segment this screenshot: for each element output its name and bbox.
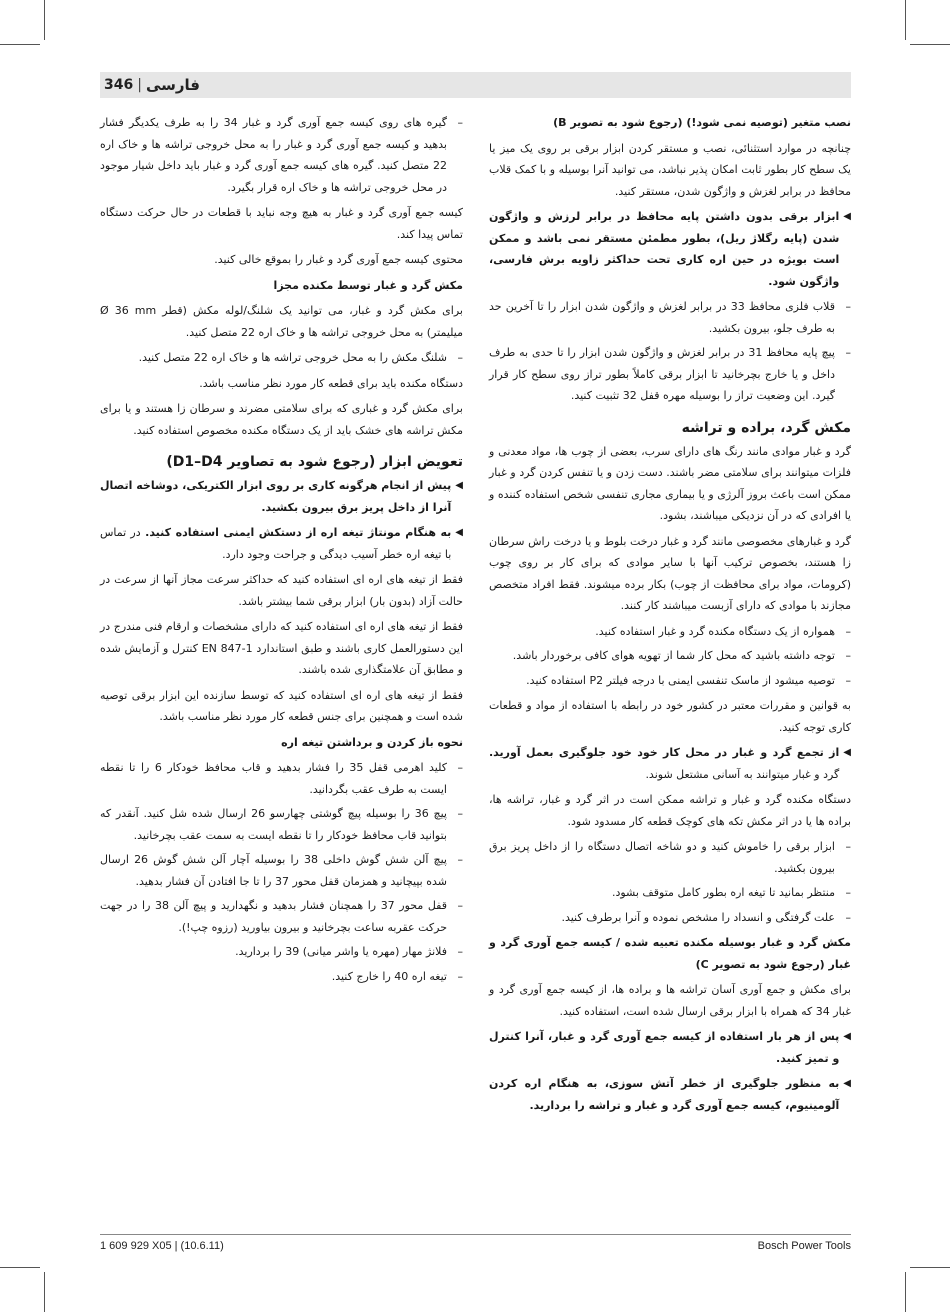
- section-title: مکش گرد و غبار توسط مکنده مجزا: [273, 278, 463, 292]
- list-item: – قلاب فلزی محافظ 33 در برابر لغزش و واژگون شدن ابزار را تا آخرین حد به طرف جلو، بیرون بکشید.: [489, 296, 851, 339]
- instruction-list: [489, 296, 851, 407]
- section-title: مکش گرد و غبار بوسیله مکنده تعبیه شده / کیسه جمع آوری گرد و غبار (رجوع شود به تصویر C): [489, 936, 851, 971]
- paragraph: محتوی کیسه جمع آوری گرد و غبار را بموقع خالی کنید.: [214, 253, 463, 266]
- paragraph: برای مکش گرد و غبار، می توانید یک شلنگ/لوله مکش (قطر Ø 36 mm میلیمتر) به محل خروجی تراشه ها و خاک اره 22 متصل کنید.: [100, 304, 463, 339]
- left-column: [100, 112, 463, 991]
- list-item: – کلید اهرمی قفل 35 را فشار بدهید و قاب محافظ خودکار 6 را تا نقطه ایست به طرف عقب بگردانید.: [100, 757, 463, 800]
- list-item: – گیره های روی کیسه جمع آوری گرد و غبار 34 را به طرف یکدیگر فشار بدهید و کیسه جمع آوری گرد و غبار را به محل خروجی تراشه ها و خاک اره 22 متصل کنید. گیره های کیسه جمع آوری گرد و غبار باید داخل شیار موجود در محل خروجی تراشه ها و خاک اره قرار بگیرد.: [100, 112, 463, 198]
- paragraph: فقط از تیغه های اره ای استفاده کنید که دارای مشخصات و ارقام فنی مندرج در این دستورالعمل کاری باشند و طبق استاندارد EN 847-1 کنترل و آزمایش شده و مطابق آن علامتگذاری شده باشند.: [100, 620, 464, 676]
- crop-mark: [905, 1272, 906, 1312]
- warning-item: [489, 1073, 851, 1116]
- instruction-list: [100, 757, 463, 987]
- paragraph: گرد و غبار موادی مانند رنگ های دارای سرب، بعضی از چوب ها، مواد معدنی و فلزات میتوانند برای سلامتی مضر باشند. دست زدن و یا تنفس کردن گرد و غبار ممکن است باعث بروز آلرژی و یا بیماری مجاری تنفسی شخص استفاده کننده و یا افرادی که در آن نزدیکی میباشند، بشود.: [489, 444, 851, 522]
- crop-mark: [44, 1272, 45, 1312]
- footer-doc-ref: 1 609 929 X05 | (10.6.11): [100, 1240, 224, 1252]
- dash-icon: –: [845, 840, 851, 853]
- dash-icon: –: [457, 807, 463, 820]
- warning-triangle-icon: ◀: [455, 527, 463, 538]
- paragraph: به قوانین و مقررات معتبر در کشور خود در رابطه با استفاده از مواد و قطعات کاری توجه کنید.: [489, 699, 851, 734]
- paragraph: دستگاه مکنده گرد و غبار و تراشه ممکن است در اثر گرد و غبار، تراشه ها، براده ها یا در اثر مکش تکه های کوچک قطعه کار مسدود شود.: [489, 793, 851, 828]
- header-band: [100, 72, 851, 98]
- dash-icon: –: [457, 945, 463, 958]
- dash-icon: –: [845, 346, 851, 359]
- warning-triangle-icon: ◀: [455, 480, 463, 491]
- page-header: [104, 75, 200, 95]
- list-item: – پیچ پایه محافظ 31 در برابر لغزش و واژگون شدن ابزار را تا حدی به طرف داخل و یا خارج بچرخانید تا ابزار برقی کاملاً بطور تراز روی سطح کار قرار گیرد. این وضعیت تراز را بوسیله مهره قفل 32 تثبیت کنید.: [489, 342, 851, 407]
- paragraph: فقط از تیغه های اره ای استفاده کنید که حداکثر سرعت مجاز آنها از سرعت در حالت آزاد (بدون بار) ابزار برقی شما بیشتر باشد.: [100, 573, 463, 608]
- page-number: 346: [104, 77, 134, 93]
- section-title: نحوه باز کردن و برداشتن تیغه اره: [281, 735, 463, 749]
- dash-icon: –: [457, 351, 463, 364]
- header-separator: |: [137, 77, 142, 93]
- dash-icon: –: [845, 624, 851, 638]
- list-item: – توجه داشته باشید که محل کار شما از تهویه هوای کافی برخوردار باشد.: [489, 645, 851, 667]
- section-heading: تعویض ابزار (رجوع شود به تصاویر D1–D4): [166, 454, 463, 470]
- crop-mark: [910, 44, 950, 45]
- section-heading: مکش گرد، براده و تراشه: [681, 419, 851, 436]
- crop-mark: [44, 0, 45, 40]
- warning-text: به هنگام مونتاژ تیغه اره از دستکش ایمنی استفاده کنید. در تماس با تیغه اره خطر آسیب دیدگی و جراحت وجود دارد.: [100, 526, 452, 561]
- list-item: – ابزار برقی را خاموش کنید و دو شاخه اتصال دستگاه را از داخل پریز برق بیرون بکشید.: [489, 836, 851, 879]
- instruction-list: [489, 621, 851, 692]
- dash-icon: –: [457, 116, 463, 129]
- warning-item: [489, 206, 851, 292]
- warning-item: [489, 742, 851, 785]
- list-item: – قفل محور 37 را همچنان فشار بدهید و نگهدارید و پیچ آلن 38 را در جهت حرکت عقربه ساعت بچرخانید و بیرون بیاورید (رزوه چپ!).: [100, 895, 463, 938]
- section-title: نصب متغیر (توصیه نمی شود!) (رجوع شود به تصویر B): [553, 116, 851, 129]
- crop-mark: [0, 44, 40, 45]
- warning-text: از تجمع گرد و غبار در محل کار خود خود جلوگیری بعمل آورید. گرد و غبار میتوانند به آسانی مشتعل شوند.: [489, 746, 840, 781]
- warning-text: پس از هر بار استفاده از کیسه جمع آوری گرد و غبار، آنرا کنترل و تمیز کنید.: [489, 1030, 840, 1065]
- warning-text: پیش از انجام هرگونه کاری بر روی ابزار الکتریکی، دوشاخه اتصال آنرا از داخل پریز برق بیرون بکشید.: [100, 479, 452, 514]
- list-item: – منتظر بمانید تا تیغه اره بطور کامل متوقف بشود.: [489, 882, 851, 904]
- paragraph: کیسه جمع آوری گرد و غبار به هیچ وجه نباید با قطعات در حال حرکت دستگاه تماس پیدا کند.: [100, 206, 463, 241]
- footer-brand: Bosch Power Tools: [757, 1240, 851, 1252]
- paragraph: برای مکش و جمع آوری آسان تراشه ها و براده ها، از کیسه جمع آوری گرد و غبار 34 که همراه با ابزار برقی ارسال شده است، استفاده کنید.: [489, 983, 851, 1018]
- list-item: – فلانژ مهار (مهره یا واشر میانی) 39 را بردارید.: [100, 941, 463, 963]
- list-item: – تیغه اره 40 را خارج کنید.: [100, 966, 463, 988]
- instruction-list: [100, 112, 463, 198]
- warning-triangle-icon: ◀: [843, 1078, 851, 1089]
- paragraph: چنانچه در موارد استثنائی، نصب و مستقر کردن ابزار برقی بر روی یک میز یا یک سطح کار بطور ثابت امکان پذیر نباشد، می توانید آنرا بوسیله و با کمک قلاب محافظ در برابر لغزش و واژگون شدن، مستقر کنید.: [489, 141, 851, 198]
- dash-icon: –: [457, 899, 463, 912]
- warning-item: [100, 522, 463, 565]
- list-item: – علت گرفتگی و انسداد را مشخص نموده و آنرا برطرف کنید.: [489, 907, 851, 929]
- warning-triangle-icon: ◀: [843, 1031, 851, 1042]
- warning-text: به منظور جلوگیری از خطر آتش سوزی، به هنگام اره کردن آلومینیوم، کیسه جمع آوری گرد و غبار و تراشه را بردارید.: [489, 1077, 840, 1112]
- header-language: فارسی: [145, 76, 200, 94]
- dash-icon: –: [845, 910, 851, 924]
- dash-icon: –: [845, 673, 851, 687]
- crop-mark: [0, 1267, 40, 1268]
- list-item: – شلنگ مکش را به محل خروجی تراشه ها و خاک اره 22 متصل کنید.: [100, 347, 463, 369]
- crop-mark: [910, 1267, 950, 1268]
- list-item: – همواره از یک دستگاه مکنده گرد و غبار استفاده کنید.: [489, 621, 851, 643]
- warning-triangle-icon: ◀: [843, 747, 851, 758]
- paragraph: گرد و غبارهای مخصوصی مانند گرد و غبار درخت بلوط و یا درخت راش سرطان زا هستند، بخصوص ترکیب آنها با سایر موادی که برای کار بر روی چوب (کرومات، مواد برای محافظت از چوب) بکار برده میشوند. فقط افراد متخصص مجازند با موادی که دارای آزبست میباشند کار کنند.: [489, 534, 851, 612]
- warning-item: [489, 1026, 851, 1069]
- dash-icon: –: [457, 853, 463, 866]
- list-item: – پیچ آلن شش گوش داخلی 38 را بوسیله آچار آلن شش گوش 26 ارسال شده بپیچانید و همزمان قفل محور 37 را تا جا افتادن آن فشار بدهید.: [100, 849, 463, 892]
- list-item: – توصیه میشود از ماسک تنفسی ایمنی با درجه فیلتر P2 استفاده کنید.: [489, 670, 851, 692]
- warning-triangle-icon: ◀: [843, 211, 851, 222]
- warning-item: [100, 475, 463, 518]
- dash-icon: –: [457, 969, 463, 983]
- instruction-list: [489, 836, 851, 928]
- dash-icon: –: [457, 761, 463, 774]
- dash-icon: –: [845, 886, 851, 899]
- right-column: [489, 112, 851, 1120]
- crop-mark: [905, 0, 906, 40]
- paragraph: دستگاه مکنده باید برای قطعه کار مورد نظر مناسب باشد.: [199, 376, 463, 390]
- paragraph: فقط از تیغه های اره ای استفاده کنید که توسط سازنده این ابزار برقی توصیه شده است و همچنین برای جنس قطعه کار مورد نظر مناسب باشد.: [100, 688, 463, 723]
- warning-text: ابزار برقی بدون داشتن پایه محافظ در برابر لرزش و واژگون شدن (پایه رگلاژ ریل)، بطور مطمئن مستقر نمی باشد و ممکن است بویژه در حین اره کاری تحت حداکثر زاویه برش فارسی، واژگون شود.: [489, 210, 840, 288]
- footer-rule: [100, 1234, 851, 1235]
- paragraph: برای مکش گرد و غباری که برای سلامتی مضرند و سرطان زا هستند و یا برای مکش تراشه های خشک باید از یک دستگاه مکنده مخصوص استفاده کنید.: [100, 402, 463, 437]
- dash-icon: –: [845, 300, 851, 313]
- dash-icon: –: [845, 649, 851, 662]
- instruction-list: [100, 347, 463, 369]
- list-item: – پیچ 36 را بوسیله پیچ گوشتی چهارسو 26 ارسال شده شل کنید. آنقدر که بتوانید قاب محافظ خودکار را تا نقطه ایست به سمت عقب بچرخانید.: [100, 803, 463, 846]
